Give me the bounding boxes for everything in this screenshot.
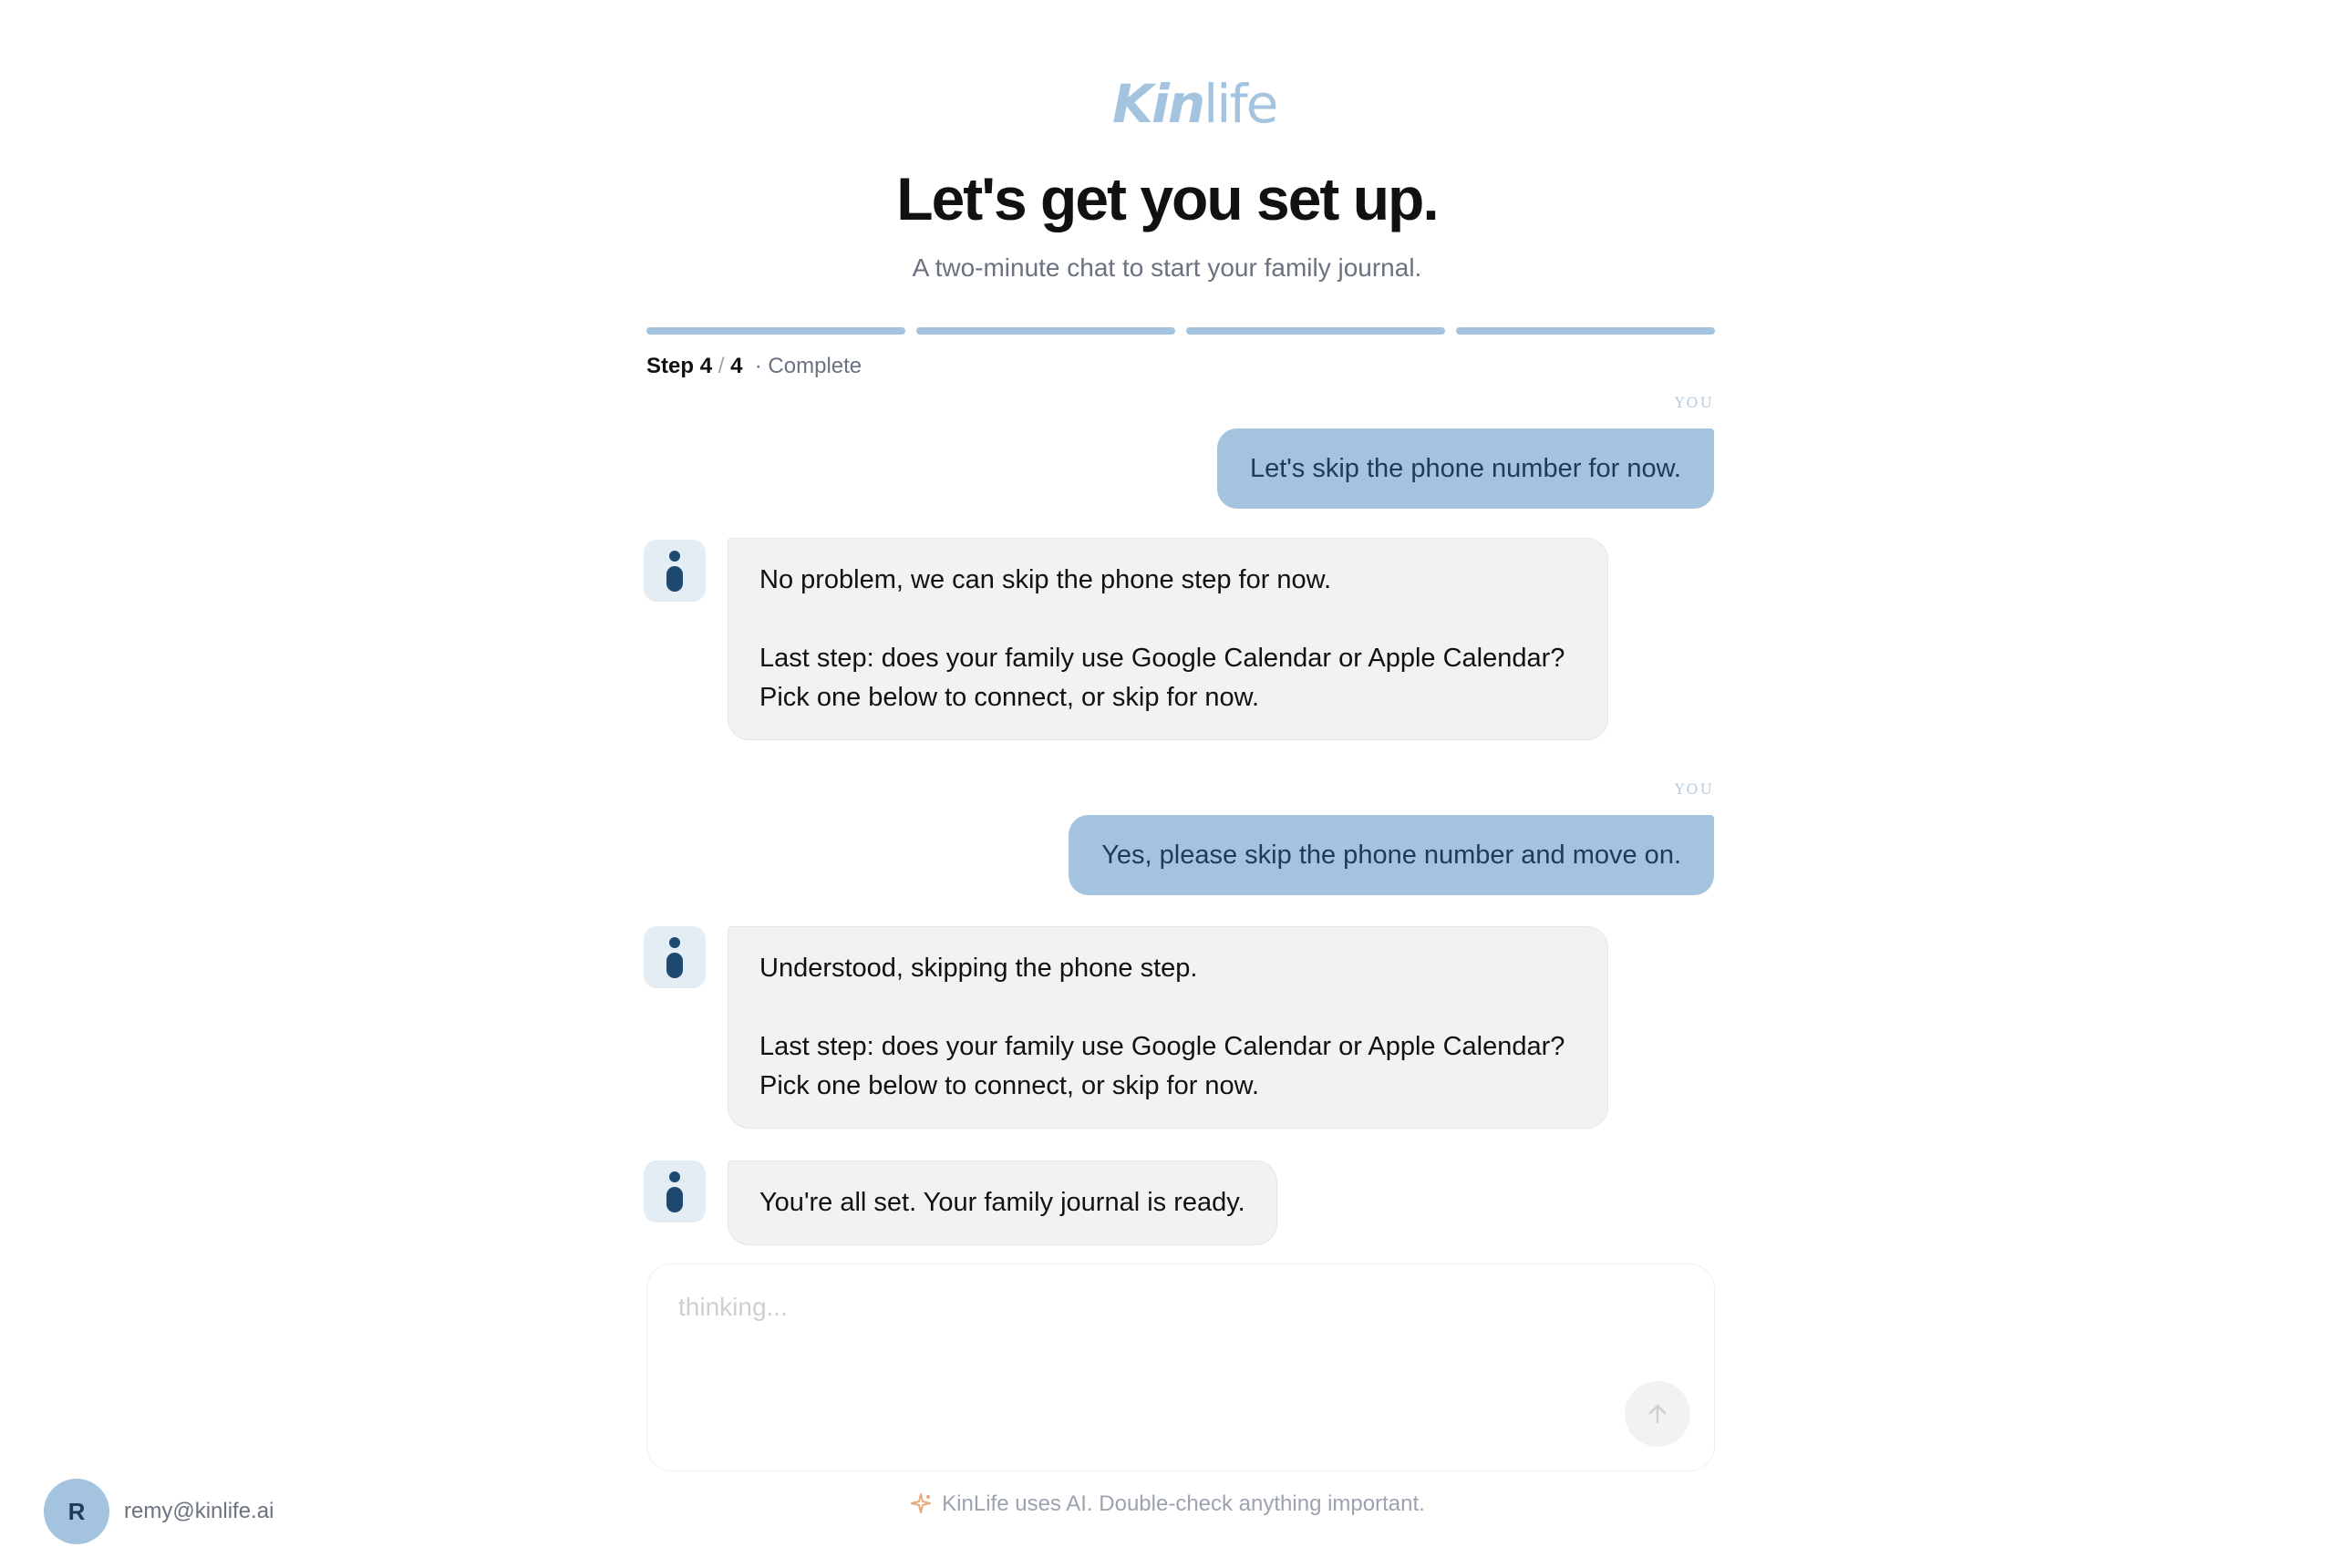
progress-segment-3 bbox=[1186, 327, 1445, 335]
progress-bar bbox=[646, 327, 1715, 335]
account-chip[interactable] bbox=[44, 1479, 274, 1544]
progress-segment-1 bbox=[646, 327, 905, 335]
step-word: Step bbox=[646, 354, 695, 378]
sparkle-icon bbox=[909, 1492, 933, 1516]
step-total: 4 bbox=[730, 354, 743, 378]
user-message: Let's skip the phone number for now. bbox=[1217, 428, 1714, 509]
page-title: Let's get you set up. bbox=[896, 165, 1438, 232]
disclaimer-text: KinLife uses AI. Double-check anything important. bbox=[942, 1491, 1425, 1516]
person-icon bbox=[665, 1171, 685, 1212]
progress-segment-4 bbox=[1456, 327, 1715, 335]
assistant-message: Understood, skipping the phone step. Last step: does your family use Google Calendar or Apple Calendar? Pick one below to connect, or skip for now. bbox=[728, 926, 1608, 1129]
user-message: Yes, please skip the phone number and move on. bbox=[1069, 815, 1714, 895]
user-email: remy@kinlife.ai bbox=[124, 1499, 274, 1523]
you-label: YOU bbox=[1674, 780, 1714, 798]
message-composer bbox=[646, 1264, 1715, 1471]
page-subtitle: A two-minute chat to start your family journal. bbox=[912, 253, 1422, 282]
step-indicator bbox=[646, 354, 862, 379]
assistant-avatar bbox=[644, 540, 706, 602]
ai-disclaimer bbox=[638, 1491, 1696, 1517]
arrow-up-icon bbox=[1645, 1401, 1670, 1427]
person-icon bbox=[665, 550, 685, 592]
assistant-avatar bbox=[644, 926, 706, 988]
send-button[interactable] bbox=[1625, 1381, 1690, 1447]
message-input[interactable] bbox=[676, 1292, 1592, 1323]
step-separator: / bbox=[718, 354, 725, 378]
step-current: 4 bbox=[699, 354, 713, 378]
progress-segment-2 bbox=[916, 327, 1175, 335]
step-status: · Complete bbox=[754, 354, 862, 378]
person-icon bbox=[665, 936, 685, 978]
assistant-message: You're all set. Your family journal is ready. bbox=[728, 1161, 1277, 1245]
you-label: YOU bbox=[1674, 394, 1714, 411]
kinlife-logo: Kinlife bbox=[1112, 73, 1277, 135]
avatar[interactable]: R bbox=[44, 1479, 109, 1544]
assistant-message: No problem, we can skip the phone step for now. Last step: does your family use Google Calendar or Apple Calendar? Pick one below to connect, or skip for now. bbox=[728, 538, 1608, 740]
assistant-avatar bbox=[644, 1161, 706, 1222]
